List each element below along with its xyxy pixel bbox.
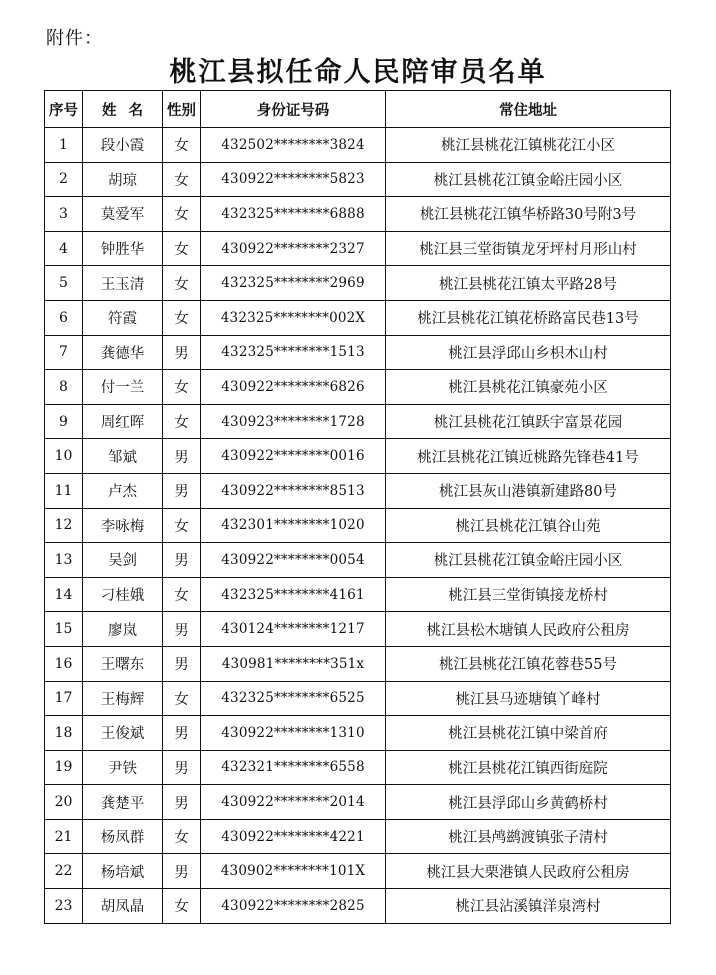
- cell-gender: 男: [163, 543, 201, 578]
- cell-gender: 女: [163, 889, 201, 924]
- cell-gender: 男: [163, 716, 201, 751]
- table-body: [45, 128, 671, 924]
- table-row: [45, 716, 671, 751]
- cell-person-name: 刁桂娥: [83, 577, 163, 612]
- cell-row-number: 3: [45, 197, 83, 232]
- cell-gender: 男: [163, 439, 201, 474]
- table-row: [45, 231, 671, 266]
- cell-address: 桃江县桃花江镇金峪庄园小区: [386, 162, 671, 197]
- cell-person-name: 莫爱军: [83, 197, 163, 232]
- cell-id-number: 430923********1728: [201, 404, 386, 439]
- cell-gender: 女: [163, 128, 201, 163]
- table-header-row: [45, 91, 671, 128]
- cell-id-number: 430922********1310: [201, 716, 386, 751]
- cell-id-number: 430922********8513: [201, 473, 386, 508]
- cell-row-number: 15: [45, 612, 83, 647]
- table-row: [45, 854, 671, 889]
- cell-row-number: 18: [45, 716, 83, 751]
- cell-address: 桃江县马迹塘镇丫峰村: [386, 681, 671, 716]
- cell-address: 桃江县松木塘镇人民政府公租房: [386, 612, 671, 647]
- cell-address: 桃江县桃花江镇太平路28号: [386, 266, 671, 301]
- cell-row-number: 7: [45, 335, 83, 370]
- cell-id-number: 432325********6888: [201, 197, 386, 232]
- cell-address: 桃江县桃花江镇豪苑小区: [386, 370, 671, 405]
- cell-row-number: 20: [45, 785, 83, 820]
- cell-row-number: 21: [45, 819, 83, 854]
- cell-id-number: 430922********2014: [201, 785, 386, 820]
- cell-gender: 女: [163, 231, 201, 266]
- cell-row-number: 8: [45, 370, 83, 405]
- column-header-no: 序号: [45, 91, 83, 128]
- table-row: [45, 300, 671, 335]
- cell-person-name: 胡凤晶: [83, 889, 163, 924]
- table-row: [45, 128, 671, 163]
- attachment-label: 附件：: [46, 28, 103, 49]
- cell-address: 桃江县桃花江镇花蓉巷55号: [386, 646, 671, 681]
- column-header-gender: 性别: [163, 91, 201, 128]
- cell-person-name: 杨培斌: [83, 854, 163, 889]
- cell-gender: 男: [163, 750, 201, 785]
- cell-row-number: 6: [45, 300, 83, 335]
- cell-address: 桃江县桃花江镇花桥路富民巷13号: [386, 300, 671, 335]
- cell-id-number: 432325********4161: [201, 577, 386, 612]
- cell-person-name: 尹铁: [83, 750, 163, 785]
- cell-gender: 男: [163, 785, 201, 820]
- cell-row-number: 17: [45, 681, 83, 716]
- cell-address: 桃江县大栗港镇人民政府公租房: [386, 854, 671, 889]
- cell-row-number: 12: [45, 508, 83, 543]
- cell-person-name: 王玉清: [83, 266, 163, 301]
- table-row: [45, 404, 671, 439]
- cell-id-number: 430902********101X: [201, 854, 386, 889]
- cell-address: 桃江县桃花江镇华桥路30号附3号: [386, 197, 671, 232]
- cell-gender: 女: [163, 197, 201, 232]
- table-row: [45, 370, 671, 405]
- table-row: [45, 785, 671, 820]
- column-header-address: 常住地址: [386, 91, 671, 128]
- cell-address: 桃江县桃花江镇西街庭院: [386, 750, 671, 785]
- table-row: [45, 508, 671, 543]
- page-title: 桃江县拟任命人民陪审员名单: [169, 57, 547, 88]
- cell-person-name: 周红晖: [83, 404, 163, 439]
- cell-id-number: 430124********1217: [201, 612, 386, 647]
- cell-person-name: 廖岚: [83, 612, 163, 647]
- cell-row-number: 22: [45, 854, 83, 889]
- cell-address: 桃江县桃花江镇中梁首府: [386, 716, 671, 751]
- table-row: [45, 543, 671, 578]
- cell-gender: 女: [163, 370, 201, 405]
- cell-person-name: 龚楚平: [83, 785, 163, 820]
- cell-gender: 男: [163, 612, 201, 647]
- cell-gender: 男: [163, 646, 201, 681]
- cell-row-number: 14: [45, 577, 83, 612]
- cell-gender: 男: [163, 335, 201, 370]
- cell-person-name: 王俊斌: [83, 716, 163, 751]
- cell-person-name: 符霞: [83, 300, 163, 335]
- cell-address: 桃江县桃花江镇跃宇富景花园: [386, 404, 671, 439]
- cell-gender: 男: [163, 473, 201, 508]
- cell-gender: 女: [163, 162, 201, 197]
- cell-person-name: 王曙东: [83, 646, 163, 681]
- cell-id-number: 430922********5823: [201, 162, 386, 197]
- cell-person-name: 段小霞: [83, 128, 163, 163]
- cell-row-number: 13: [45, 543, 83, 578]
- cell-row-number: 1: [45, 128, 83, 163]
- cell-id-number: 430922********0054: [201, 543, 386, 578]
- table-row: [45, 819, 671, 854]
- table-row: [45, 197, 671, 232]
- cell-person-name: 龚德华: [83, 335, 163, 370]
- table-row: [45, 889, 671, 924]
- cell-row-number: 11: [45, 473, 83, 508]
- cell-person-name: 王梅辉: [83, 681, 163, 716]
- cell-id-number: 430922********2327: [201, 231, 386, 266]
- cell-row-number: 16: [45, 646, 83, 681]
- cell-id-number: 432325********1513: [201, 335, 386, 370]
- cell-id-number: 430981********351x: [201, 646, 386, 681]
- cell-person-name: 钟胜华: [83, 231, 163, 266]
- cell-id-number: 430922********6826: [201, 370, 386, 405]
- cell-address: 桃江县桃花江镇金峪庄园小区: [386, 543, 671, 578]
- cell-person-name: 吴剑: [83, 543, 163, 578]
- column-header-id: 身份证号码: [201, 91, 386, 128]
- cell-gender: 男: [163, 854, 201, 889]
- cell-person-name: 邹斌: [83, 439, 163, 474]
- column-header-name: 姓名: [83, 91, 163, 128]
- cell-row-number: 4: [45, 231, 83, 266]
- cell-row-number: 9: [45, 404, 83, 439]
- cell-id-number: 430922********4221: [201, 819, 386, 854]
- cell-person-name: 卢杰: [83, 473, 163, 508]
- table-row: [45, 266, 671, 301]
- table-row: [45, 162, 671, 197]
- cell-gender: 女: [163, 508, 201, 543]
- cell-address: 桃江县三堂街镇接龙桥村: [386, 577, 671, 612]
- table-row: [45, 439, 671, 474]
- cell-gender: 女: [163, 404, 201, 439]
- cell-id-number: 432301********1020: [201, 508, 386, 543]
- cell-id-number: 432325********002X: [201, 300, 386, 335]
- cell-gender: 女: [163, 577, 201, 612]
- cell-gender: 女: [163, 819, 201, 854]
- cell-address: 桃江县鸬鹚渡镇张子清村: [386, 819, 671, 854]
- table-row: [45, 646, 671, 681]
- cell-person-name: 李咏梅: [83, 508, 163, 543]
- cell-address: 桃江县桃花江镇近桃路先锋巷41号: [386, 439, 671, 474]
- juror-table: [44, 90, 671, 924]
- cell-person-name: 杨凤群: [83, 819, 163, 854]
- cell-person-name: 付一兰: [83, 370, 163, 405]
- cell-id-number: 432325********2969: [201, 266, 386, 301]
- cell-address: 桃江县三堂街镇龙牙坪村月形山村: [386, 231, 671, 266]
- cell-id-number: 432325********6525: [201, 681, 386, 716]
- cell-row-number: 5: [45, 266, 83, 301]
- table-row: [45, 750, 671, 785]
- cell-address: 桃江县沾溪镇洋泉湾村: [386, 889, 671, 924]
- cell-row-number: 2: [45, 162, 83, 197]
- table-row: [45, 473, 671, 508]
- cell-gender: 女: [163, 266, 201, 301]
- cell-row-number: 23: [45, 889, 83, 924]
- cell-address: 桃江县桃花江镇谷山苑: [386, 508, 671, 543]
- cell-person-name: 胡琼: [83, 162, 163, 197]
- table-row: [45, 612, 671, 647]
- cell-id-number: 430922********2825: [201, 889, 386, 924]
- table-row: [45, 681, 671, 716]
- cell-row-number: 19: [45, 750, 83, 785]
- cell-address: 桃江县灰山港镇新建路80号: [386, 473, 671, 508]
- cell-address: 桃江县桃花江镇桃花江小区: [386, 128, 671, 163]
- cell-id-number: 432502********3824: [201, 128, 386, 163]
- cell-gender: 女: [163, 681, 201, 716]
- cell-row-number: 10: [45, 439, 83, 474]
- cell-address: 桃江县浮邱山乡黄鹤桥村: [386, 785, 671, 820]
- table-row: [45, 335, 671, 370]
- cell-id-number: 432321********6558: [201, 750, 386, 785]
- cell-id-number: 430922********0016: [201, 439, 386, 474]
- cell-address: 桃江县浮邱山乡枳木山村: [386, 335, 671, 370]
- table-row: [45, 577, 671, 612]
- cell-gender: 女: [163, 300, 201, 335]
